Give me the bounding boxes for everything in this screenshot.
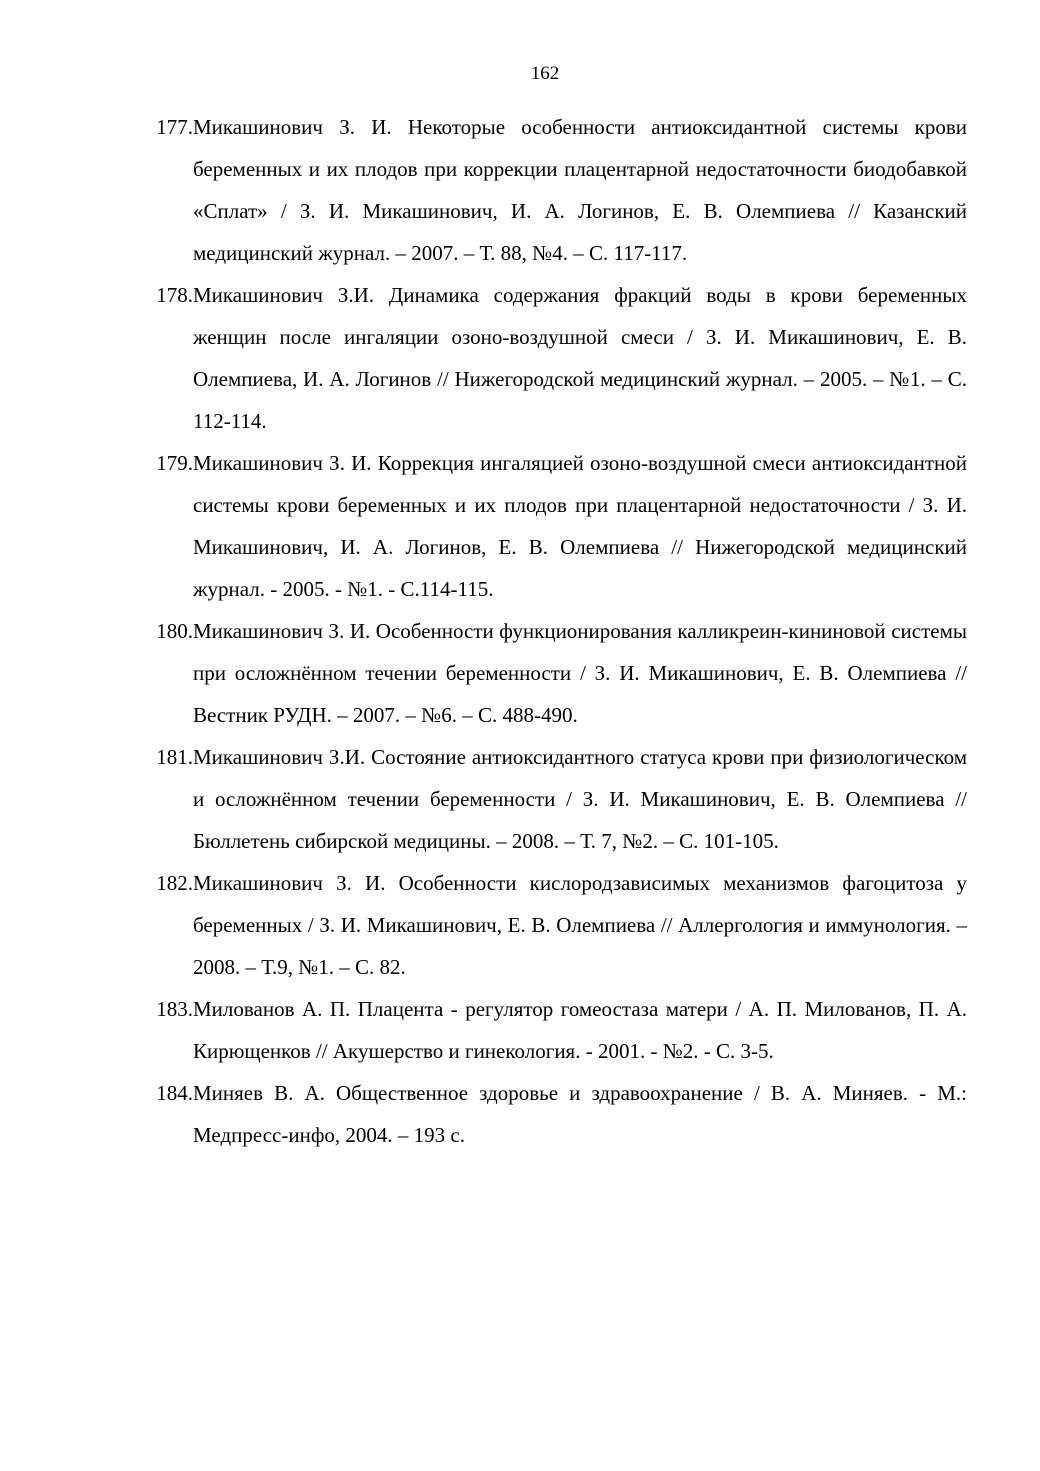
reference-item — [120, 442, 967, 610]
reference-item — [120, 610, 967, 736]
reference-number: 178. — [156, 283, 193, 307]
reference-number: 181. — [156, 745, 193, 769]
reference-text: Микашинович З. И. Коррекция ингаляцией озоно-воздушной смеси антиоксидантной системы крови беременных и их плодов при плацентарной недостаточности / З. И. Микашинович, И. А. Логинов, Е. В. Олемпиева // Нижегородской медицинский журнал. - 2005. - №1. - С.114-115. — [193, 451, 967, 601]
reference-number: 184. — [156, 1081, 193, 1105]
reference-item — [120, 1072, 967, 1156]
reference-item — [120, 862, 967, 988]
reference-text: Микашинович З. И. Особенности функционирования калликреин-кининовой системы при осложнённом течении беременности / З. И. Микашинович, Е. В. Олемпиева // Вестник РУДН. – 2007. – №6. – С. 488-490. — [193, 619, 967, 727]
reference-text: Микашинович З.И. Динамика содержания фракций воды в крови беременных женщин после ингаляции озоно-воздушной смеси / З. И. Микашинович, Е. В. Олемпиева, И. А. Логинов // Нижегородской медицинский журнал. – 2005. – №1. – С. 112-114. — [193, 283, 967, 433]
reference-text: Микашинович З.И. Состояние антиоксидантного статуса крови при физиологическом и осложнённом течении беременности / З. И. Микашинович, Е. В. Олемпиева // Бюллетень сибирской медицины. – 2008. – Т. 7, №2. – С. 101-105. — [193, 745, 967, 853]
reference-text: Милованов А. П. Плацента - регулятор гомеостаза матери / А. П. Милованов, П. А. Кирющенков // Акушерство и гинекология. - 2001. - №2. - С. 3-5. — [193, 997, 967, 1063]
reference-text: Миняев В. А. Общественное здоровье и здравоохранение / В. А. Миняев. - М.: Медпресс-инфо, 2004. – 193 с. — [193, 1081, 967, 1147]
reference-list — [120, 106, 967, 1156]
reference-item — [120, 106, 967, 274]
reference-item — [120, 274, 967, 442]
reference-number: 179. — [156, 451, 193, 475]
reference-number: 183. — [156, 997, 193, 1021]
reference-item — [120, 988, 967, 1072]
page-number: 162 — [530, 63, 560, 84]
reference-number: 182. — [156, 871, 193, 895]
reference-number: 180. — [156, 619, 193, 643]
reference-number: 177. — [156, 115, 193, 139]
reference-text: Микашинович З. И. Некоторые особенности антиоксидантной системы крови беременных и их плодов при коррекции плацентарной недостаточности биодобавкой «Сплат» / З. И. Микашинович, И. А. Логинов, Е. В. Олемпиева // Казанский медицинский журнал. – 2007. – Т. 88, №4. – С. 117-117. — [193, 115, 967, 265]
reference-text: Микашинович З. И. Особенности кислородзависимых механизмов фагоцитоза у беременных / З. И. Микашинович, Е. В. Олемпиева // Аллергология и иммунология. – 2008. – Т.9, №1. – С. 82. — [193, 871, 967, 979]
reference-item — [120, 736, 967, 862]
